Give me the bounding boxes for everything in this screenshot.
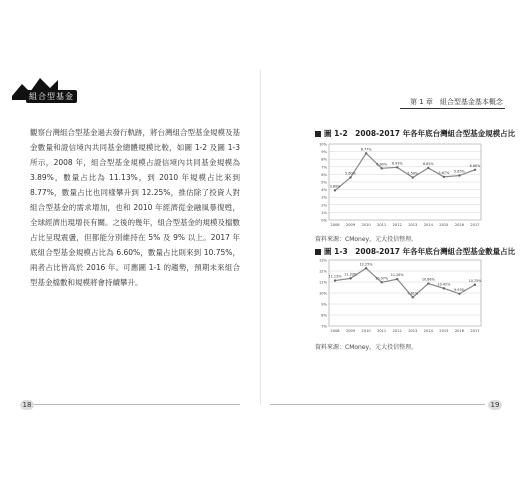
x-tick-label: 2011: [377, 223, 387, 227]
data-label: 6.80%: [376, 162, 388, 167]
x-tick-label: 2008: [330, 329, 340, 333]
data-point: [474, 284, 476, 286]
data-label: 6.93%: [391, 161, 403, 166]
data-point: [443, 287, 445, 289]
x-tick-label: 2015: [439, 223, 449, 227]
data-label: 10.42%: [437, 282, 451, 287]
data-point: [427, 167, 429, 169]
x-tick-label: 2016: [454, 223, 465, 227]
page-number: 19: [488, 400, 502, 410]
data-point: [334, 189, 336, 191]
x-tick-label: 2010: [361, 329, 371, 333]
chapter-header: 第 1 章 組合型基金基本概念: [410, 98, 503, 106]
x-tick-label: 2014: [423, 329, 433, 333]
x-tick-label: 2010: [361, 223, 371, 227]
chart-fund-count-share: [315, 256, 485, 336]
data-point: [380, 167, 382, 169]
y-tick-label: 1%: [321, 210, 327, 215]
y-tick-label: 12%: [319, 269, 327, 274]
y-tick-label: 10%: [319, 142, 327, 147]
data-label: 10.97%: [375, 276, 389, 281]
footer-line: [30, 404, 240, 405]
x-tick-label: 2011: [377, 329, 387, 333]
y-tick-label: 0%: [321, 218, 327, 223]
data-label: 9.61%: [407, 291, 419, 296]
square-bullet-icon: [315, 249, 321, 255]
right-page: [260, 70, 516, 409]
y-tick-label: 7%: [321, 165, 327, 170]
y-tick-label: 13%: [319, 258, 327, 263]
y-tick-label: 10%: [319, 291, 327, 296]
y-tick-label: 6%: [321, 172, 327, 177]
footer-line: [270, 404, 485, 405]
header-rule: [400, 108, 505, 109]
data-label: 9.93%: [454, 287, 465, 292]
x-tick-label: 2015: [439, 329, 449, 333]
y-tick-label: 9%: [321, 302, 327, 307]
data-label: 11.33%: [344, 272, 358, 277]
logo-text: 組合型基金: [26, 90, 77, 103]
data-label: 10.86%: [421, 277, 435, 282]
x-tick-label: 2017: [470, 329, 480, 333]
y-tick-label: 4%: [321, 188, 327, 193]
chapter-logo: [10, 70, 90, 110]
y-tick-label: 2%: [321, 203, 327, 208]
left-page: [10, 70, 261, 409]
data-label: 8.77%: [360, 147, 372, 152]
x-tick-label: 2013: [408, 223, 418, 227]
data-label: 5.59%: [407, 171, 419, 176]
data-label: 5.67%: [438, 170, 450, 175]
figure-1-2-source: 資料來源：CMoney，元大投信整理。: [315, 236, 418, 243]
x-tick-label: 2012: [392, 223, 402, 227]
data-point: [427, 282, 429, 284]
x-tick-label: 2014: [423, 223, 433, 227]
figure-1-3-title-text: 圖 1-3 2008-2017 年各年底台灣組合型基金數量占比: [324, 247, 516, 256]
y-tick-label: 8%: [321, 157, 327, 162]
data-point: [396, 278, 398, 280]
data-label: 10.75%: [468, 278, 482, 283]
data-point: [365, 152, 367, 154]
x-tick-label: 2017: [470, 223, 480, 227]
figure-1-2-title: [315, 128, 515, 139]
y-tick-label: 9%: [321, 150, 327, 155]
data-label: 6.60%: [469, 163, 481, 168]
data-point: [474, 169, 476, 171]
data-point: [349, 277, 351, 279]
data-point: [365, 267, 367, 269]
data-point: [412, 176, 414, 178]
data-point: [334, 279, 336, 281]
x-tick-label: 2013: [408, 329, 418, 333]
figure-1-2-title-text: 圖 1-2 2008-2017 年各年底台灣組合型基金規模占比: [324, 129, 516, 138]
x-tick-label: 2009: [345, 223, 356, 227]
x-tick-label: 2009: [345, 329, 356, 333]
data-point: [380, 281, 382, 283]
data-label: 5.85%: [454, 169, 465, 174]
y-tick-label: 11%: [319, 280, 327, 285]
x-tick-label: 2016: [454, 329, 465, 333]
square-bullet-icon: [315, 131, 321, 137]
data-point: [349, 176, 351, 178]
y-tick-label: 8%: [321, 313, 327, 318]
data-label: 3.89%: [329, 184, 341, 189]
data-label: 11.26%: [390, 273, 404, 278]
chart-fund-size-share: [315, 140, 485, 230]
data-point: [458, 293, 460, 295]
y-tick-label: 5%: [321, 180, 327, 185]
page-number: 18: [20, 400, 34, 410]
data-label: 12.25%: [359, 262, 373, 267]
y-tick-label: 7%: [321, 324, 327, 329]
data-label: 11.13%: [328, 274, 342, 279]
x-tick-label: 2012: [392, 329, 402, 333]
data-point: [396, 166, 398, 168]
x-tick-label: 2008: [330, 223, 340, 227]
body-paragraph: 觀察台灣組合型基金過去發行軌跡，將台灣組合型基金規模及基金數量和證信境內共同基金總體規模比較，如圖 1-2 及圖 1-3 所示，2008 年，組合型基金規模占證信境內共同基金規模為 3.89%，數量占比為 11.13%，到 2010 年規模占比來到 8.77%，數量占比也同樣攀升到 12.25%，推估除了投資人對組合型基金的需求增加，也和 2010 年經濟從金融風暴復甦，全球經濟出現增長有關。之後的幾年，組合型基金的規模及檔數占比呈現震盪，但都能分別維持在 5% 及 9% 以上。2017 年底組合型基金規模占比為 6.60%，數量占比則來到 10.75%，兩者占比皆高於 2016 年。可應圖 1-1 的趨勢，預期未來組合型基金檔數和規模將會持續攀升。: [30, 128, 240, 287]
data-label: 6.85%: [422, 161, 434, 166]
y-tick-label: 3%: [321, 195, 327, 200]
data-point: [443, 176, 445, 178]
data-point: [412, 296, 414, 298]
data-label: 5.60%: [345, 171, 356, 176]
figure-1-3-source: 資料來源：CMoney，元大投信整理。: [315, 344, 418, 351]
data-point: [458, 174, 460, 176]
